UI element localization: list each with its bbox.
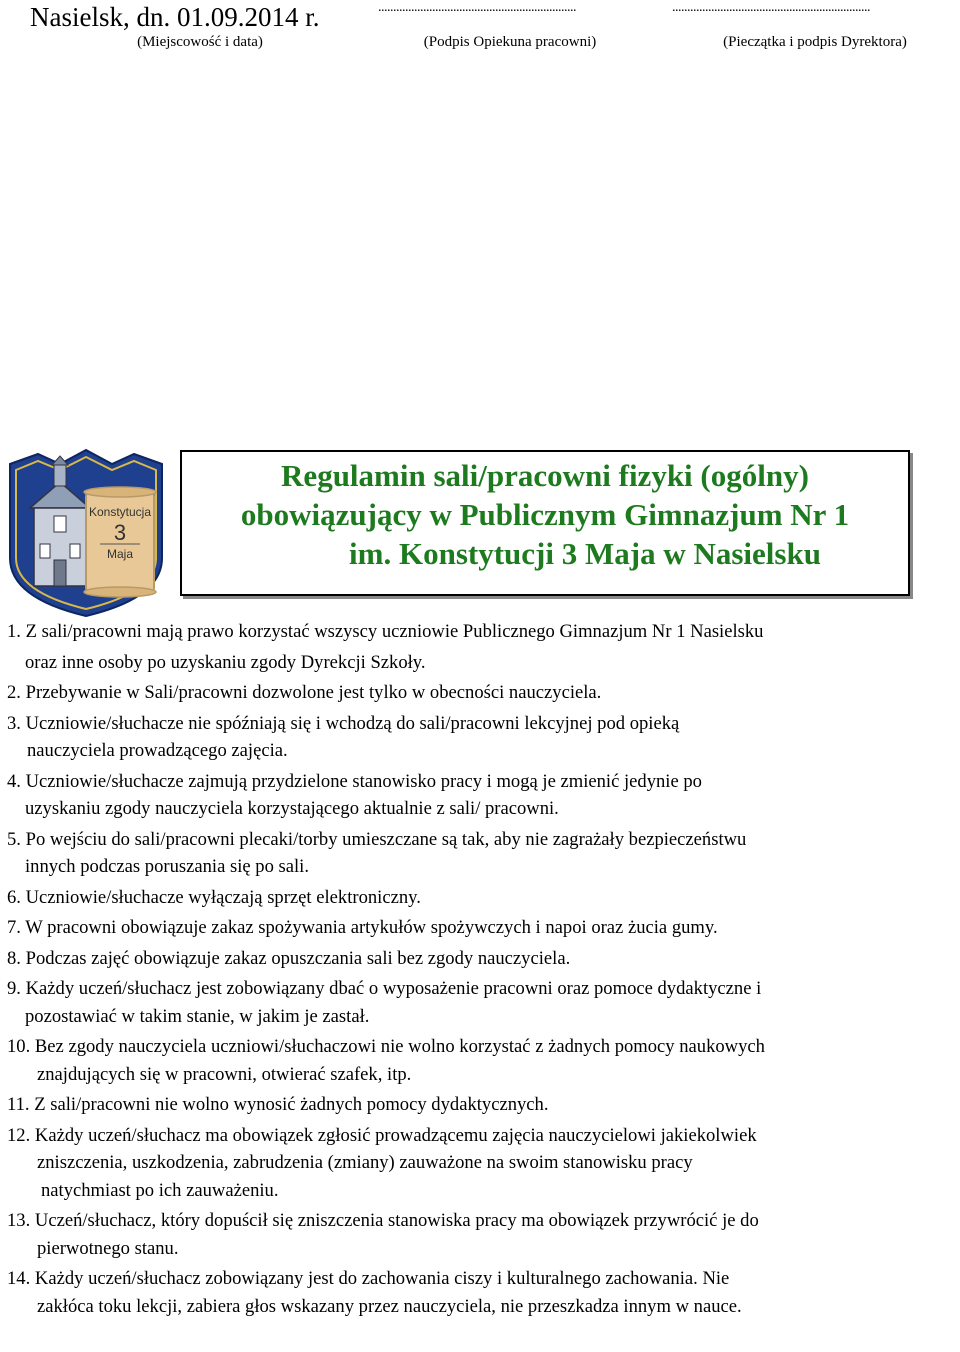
scroll-text-maja: Maja xyxy=(106,547,134,561)
rule-number: 14. xyxy=(7,1268,31,1289)
rule-item xyxy=(7,1265,957,1320)
rule-continuation: pierwotnego stanu. xyxy=(37,1237,179,1259)
rule-number: 7. xyxy=(7,917,21,938)
rule-text: Przebywanie w Sali/pracowni dozwolone jest tylko w obecności nauczyciela. xyxy=(25,682,602,703)
rule-item xyxy=(7,710,957,765)
scroll-text-3: 3 xyxy=(113,520,127,545)
rule-item xyxy=(7,679,957,707)
teacher-signature-line: .................................................................. xyxy=(378,0,576,15)
rule-text: W pracowni obowiązuje zakaz spożywania artykułów spożywczych i napoi oraz żucia gumy. xyxy=(25,917,718,938)
rule-text: Bez zgody nauczyciela uczniowi/słuchaczowi nie wolno korzystać z żadnych pomocy naukowych xyxy=(34,1036,765,1057)
rule-number: 2. xyxy=(7,682,21,703)
building-window-top xyxy=(54,516,66,532)
caption-director-signature: (Pieczątka i podpis Dyrektora) xyxy=(723,34,907,50)
title-line-1: Regulamin sali/pracowni fizyki (ogólny) xyxy=(281,458,809,493)
rule-text: Każdy uczeń/słuchacz zobowiązany jest do zachowania ciszy i kulturalnego zachowania. Nie xyxy=(34,1268,730,1289)
rule-number: 9. xyxy=(7,978,21,999)
rule-item xyxy=(7,826,957,881)
director-signature-line: .................................................................. xyxy=(672,0,870,15)
rule-item xyxy=(7,914,957,942)
rule-text: Po wejściu do sali/pracowni plecaki/torby umieszczane są tak, aby nie zagrażały bezpieczeństwu xyxy=(25,828,747,850)
rule-text: Z sali/pracowni mają prawo korzystać wszyscy uczniowie Publicznego Gimnazjum Nr 1 Nasielsku xyxy=(25,621,764,642)
rule-number: 4. xyxy=(7,770,21,792)
rule-item xyxy=(7,945,957,973)
rule-number: 5. xyxy=(7,828,21,850)
rule-text: Każdy uczeń/słuchacz ma obowiązek zgłosić prowadzącemu zajęcia nauczycielowi jakiekolwiek xyxy=(34,1124,757,1146)
rule-continuation: nauczyciela prowadzącego zajęcia. xyxy=(27,740,288,761)
rule-text: Każdy uczeń/słuchacz jest zobowiązany dbać o wyposażenie pracowni oraz pomoce dydaktyczne i xyxy=(25,978,762,999)
rule-continuation: znajdujących się w pracowni, otwierać szafek, itp. xyxy=(37,1063,412,1085)
rule-number: 12. xyxy=(7,1124,31,1146)
rule-number: 13. xyxy=(7,1210,31,1231)
scroll-text-konstytucja: Konstytucja xyxy=(88,505,152,519)
rule-item xyxy=(7,1207,957,1262)
rule-text: Z sali/pracowni nie wolno wynosić żadnych pomocy dydaktycznych. xyxy=(34,1094,549,1115)
building-window-left xyxy=(40,544,50,558)
rule-item xyxy=(7,975,957,1030)
rule-continuation: natychmiast po ich zauważeniu. xyxy=(41,1179,279,1201)
building-window-right xyxy=(70,544,80,558)
rule-number: 8. xyxy=(7,947,21,969)
scroll-bottom-roll xyxy=(84,587,156,597)
caption-teacher-signature: (Podpis Opiekuna pracowni) xyxy=(423,34,597,50)
place-date: Nasielsk, dn. 01.09.2014 r. xyxy=(30,2,320,32)
caption-place-date: (Miejscowość i data) xyxy=(137,34,263,50)
building-door xyxy=(54,560,66,586)
rule-item xyxy=(7,884,957,912)
rule-number: 10. xyxy=(7,1036,31,1057)
rule-text: Uczniowie/słuchacze nie spóźniają się i wchodzą do sali/pracowni lekcyjnej pod opieką xyxy=(25,712,680,734)
rule-continuation: pozostawiać w takim stanie, w jakim je zastał. xyxy=(25,1005,370,1027)
rule-continuation: uzyskaniu zgody nauczyciela korzystającego aktualnie z sali/ pracowni. xyxy=(25,798,559,819)
rule-text: Uczeń/słuchacz, który dopuścił się zniszczenia stanowiska pracy ma obowiązek przywrócić je do xyxy=(34,1210,759,1231)
title-line-2: obowiązujący w Publicznym Gimnazjum Nr 1 xyxy=(240,497,850,532)
scroll-top-roll xyxy=(84,487,156,497)
building-tower xyxy=(54,464,66,486)
rule-continuation: oraz inne osoby po uzyskaniu zgody Dyrekcji Szkoły. xyxy=(25,651,426,673)
rule-item xyxy=(7,618,957,676)
rule-continuation: zniszczenia, uszkodzenia, zabrudzenia (zmiany) zauważone na swoim stanowisku pracy xyxy=(37,1152,693,1173)
rules-list xyxy=(7,618,957,1323)
rule-item xyxy=(7,1122,957,1205)
rule-continuation: innych podczas poruszania się po sali. xyxy=(25,856,309,877)
title-line-3: im. Konstytucji 3 Maja w Nasielsku xyxy=(349,536,821,571)
rule-text: Podczas zajęć obowiązuje zakaz opuszczania sali bez zgody nauczyciela. xyxy=(25,947,571,969)
rule-item xyxy=(7,1033,957,1088)
rule-item xyxy=(7,768,957,823)
rule-item xyxy=(7,1091,957,1119)
school-crest-logo xyxy=(4,448,168,618)
rule-number: 11. xyxy=(7,1094,30,1115)
rule-continuation: zakłóca toku lekcji, zabiera głos wskazany przez nauczyciela, nie przeszkadza innym w nauce. xyxy=(37,1295,742,1317)
rule-text: Uczniowie/słuchacze zajmują przydzielone stanowisko pracy i mogą je zmienić jedynie po xyxy=(25,770,702,792)
rule-number: 6. xyxy=(7,886,21,908)
title-box xyxy=(180,450,910,596)
rule-text: Uczniowie/słuchacze wyłączają sprzęt elektroniczny. xyxy=(25,886,421,908)
rule-number: 1. xyxy=(7,621,21,642)
rule-number: 3. xyxy=(7,712,21,734)
